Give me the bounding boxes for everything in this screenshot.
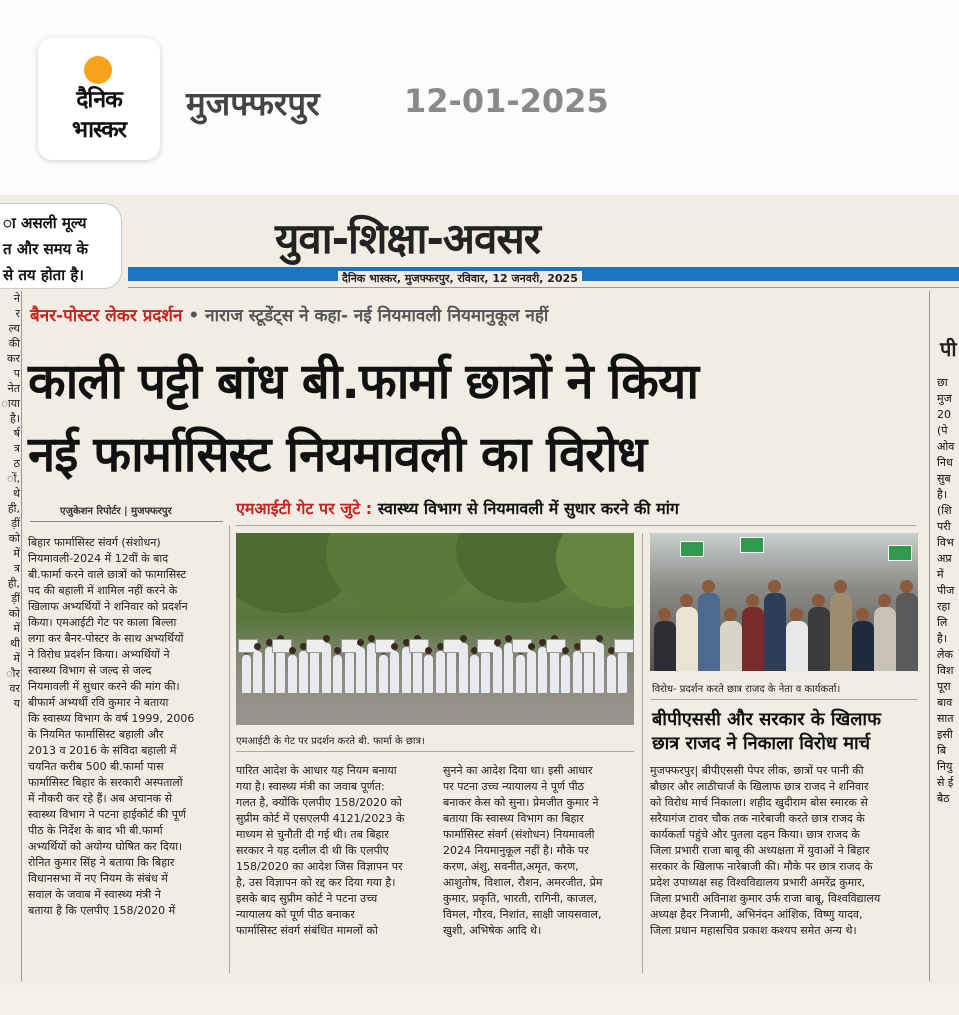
person-figure	[742, 607, 764, 671]
body-line: सरकार ने यह दलील दी थी कि एलपीए	[236, 844, 389, 857]
kicker-dot: •	[188, 306, 200, 326]
person-figure	[265, 647, 274, 693]
edge-text: थे	[12, 487, 20, 500]
edge-text: ठ	[13, 457, 20, 470]
edge-text: विश	[937, 664, 954, 677]
person-figure	[561, 655, 570, 693]
body-line: फार्मासिस्ट संवर्ग (संशोधन) नियमावली	[443, 828, 595, 841]
body-line: बीफार्म अभ्यर्थी रवि कुमार ने बताया	[28, 696, 169, 709]
divider	[30, 521, 223, 522]
quote-box	[0, 203, 122, 289]
body-line: पीठ के निर्देश के बाद भी बी.फार्मा	[28, 824, 163, 837]
edge-text: ड़ीं	[11, 592, 20, 605]
logo-text-line1: दैनिक	[76, 87, 122, 113]
person-figure	[299, 651, 308, 693]
edge-text: मुज	[937, 392, 952, 405]
edge-text: ौर	[6, 667, 20, 680]
app-header	[0, 0, 959, 195]
body-line: फार्मासिस्ट संवर्ग संबंधित मामलों को	[236, 924, 378, 937]
crowd	[236, 633, 634, 693]
newspaper-page	[0, 195, 959, 985]
person-figure	[390, 651, 399, 693]
page-dateline: दैनिक भास्कर, मुजफ्फरपुर, रविवार, 12 जनवरी, 2025	[338, 271, 582, 286]
person-figure	[808, 607, 830, 671]
person-figure	[253, 651, 262, 693]
quote-line: त और समय के	[3, 240, 89, 258]
person-figure	[786, 621, 808, 671]
body-line: सरकार के खिलाफ नारेबाजी की। मौके पर छात्र राजद के	[650, 860, 873, 873]
edge-text: लि	[937, 616, 948, 629]
person-figure	[288, 655, 297, 693]
body-line: ने विरोध प्रदर्शन किया। अभ्यर्थियों ने	[28, 648, 170, 661]
body-line: बताया है कि एलपीए 158/2020 में	[28, 904, 176, 917]
edge-text: बाव	[937, 696, 953, 709]
body-line: 2024 नियमानुकूल नहीं है। मौके पर	[443, 844, 589, 857]
kicker-red: बैनर-पोस्टर लेकर प्रदर्शन	[30, 306, 183, 326]
edge-text: अप्र	[937, 552, 952, 565]
body-line: में नौकरी कर रहे हैं। अब अचानक से	[28, 792, 173, 805]
photo-caption: विरोध- प्रदर्शन करते छात्र राजद के नेता व कार्यकर्ता।	[652, 684, 841, 695]
tree-shape	[556, 533, 634, 608]
logo-text-line2: भास्कर	[71, 117, 127, 143]
body-line: विधानसभा में नए नियम के संबंध में	[28, 872, 168, 885]
edition-date: 12-01-2025	[404, 82, 609, 120]
dainik-bhaskar-logo[interactable]	[38, 38, 160, 160]
body-line: अध्यक्ष हैदर निजामी, अभिनंदन आंशिक, विष्णु यादव,	[650, 908, 863, 921]
body-line: गया है। स्वास्थ्य मंत्री का जवाब पूर्णत:	[236, 780, 385, 793]
edge-text: नियु	[937, 760, 953, 773]
body-line: नियमावली में सुधार करने की मांग की।	[28, 680, 180, 693]
person-figure	[584, 647, 593, 693]
body-line: कार्यकर्ता पहुंचे और पुतला दहन किया। छात्र राजद के	[650, 828, 860, 841]
edge-text: है।	[937, 488, 948, 501]
story-byline: एजुकेशन रिपोर्टर | मुजफ्फरपुर	[60, 506, 172, 517]
edge-text: सात	[937, 712, 954, 725]
edge-text: वर	[9, 682, 20, 695]
body-line: जिला प्रभारी राजा बाबू की अध्यक्षता में युवाओं ने बिहार	[650, 844, 870, 857]
edge-text: में	[13, 622, 20, 635]
quote-line: ा असली मूल्य	[3, 214, 87, 232]
divider	[642, 533, 643, 973]
story-headline-line1[interactable]: काली पट्टी बांध बी.फार्मा छात्रों ने किया	[28, 353, 699, 410]
person-figure	[654, 621, 676, 671]
story-body-column-1	[28, 535, 226, 980]
body-line: जिला प्रभारी अविनाश कुमार उर्फ राजा बाबू, विश्वविद्यालय	[650, 892, 881, 905]
body-line: आशुतोष, विशाल, रौशन, अमरजीत, प्रेम	[443, 876, 603, 889]
body-line: प्रदेश उपाध्यक्ष सह विश्वविद्यालय प्रभारी अमरेंद्र कुमार,	[650, 876, 866, 889]
person-figure	[538, 647, 547, 693]
body-line: बिहार फार्मासिस्ट संवर्ग (संशोधन)	[28, 536, 161, 549]
edge-text: को	[8, 532, 20, 545]
edge-text: नेत	[7, 382, 20, 395]
subhead-black: स्वास्थ्य विभाग से नियमावली में सुधार करने की मांग	[377, 499, 679, 518]
body-line: सुप्रीम कोर्ट में एसएलपी 4121/2023 के	[236, 812, 405, 825]
edge-text: (पे	[937, 424, 948, 437]
edge-text: में	[13, 547, 20, 560]
body-line: अभ्यर्थियों को अयोग्य घोषित कर दिया।	[28, 840, 183, 853]
body-line: किया। एमआईटी गेट पर काला बिल्ला	[28, 616, 177, 629]
body-line: नियमावली-2024 में 12वीं के बाद	[28, 552, 169, 565]
body-line: को विरोध मार्च निकाला। शहीद खुदीराम बोस स्मारक से	[650, 796, 868, 809]
edge-text: पीज	[937, 584, 955, 597]
edition-city: मुजफ्फरपुर	[186, 84, 320, 123]
person-figure	[436, 651, 445, 693]
left-edge-column	[0, 291, 20, 981]
edge-text: 20	[937, 408, 951, 421]
person-figure	[573, 651, 582, 693]
placard	[614, 639, 634, 653]
story-body-column-2	[236, 763, 432, 975]
flag-shape	[680, 541, 704, 557]
body-line: इसके बाद सुप्रीम कोर्ट ने पटना उच्च	[236, 892, 378, 905]
edge-text: लेक	[937, 648, 953, 661]
section-title: युवा-शिक्षा-अवसर	[275, 214, 540, 263]
edge-text: थी	[10, 637, 20, 650]
edge-text: (शि	[937, 504, 952, 517]
side-headline-line2[interactable]: छात्र राजद ने निकाला विरोध मार्च	[652, 733, 871, 754]
side-story-body	[650, 763, 920, 975]
quote-line: से तय होता है।	[3, 266, 84, 284]
edge-text: र	[15, 307, 20, 320]
body-line: है, उस विज्ञापन को रद्द कर दिया गया है।	[236, 876, 396, 889]
body-line: गलत है, क्योंकि एलपीए 158/2020 को	[236, 796, 402, 809]
body-line: फार्मासिस्ट बिहार के सरकारी अस्पतालों	[28, 776, 183, 789]
body-line: विमल, गौरव, निशांत, साक्षी जायसवाल,	[443, 908, 602, 921]
person-figure	[527, 651, 536, 693]
person-figure	[447, 647, 456, 693]
edge-text: ओव	[937, 440, 955, 453]
body-line: बी.फार्मा करने वाले छात्रों को फामासिस्ट	[28, 568, 186, 581]
edge-text: निध	[937, 456, 953, 469]
edge-text: ाया	[1, 397, 20, 410]
divider	[236, 525, 916, 526]
edge-text: र्ष	[13, 427, 20, 440]
body-line: स्वास्थ्य विभाग से जल्द से जल्द	[28, 664, 152, 677]
person-figure	[516, 655, 525, 693]
edge-text: त्र	[13, 562, 20, 575]
person-figure	[379, 655, 388, 693]
edge-text: में	[13, 652, 20, 665]
edge-text: ड़ीं	[11, 517, 20, 530]
person-figure	[470, 655, 479, 693]
body-line: के नियमित फार्मासिस्ट बहाली और	[28, 728, 164, 741]
edge-text: ल्य	[8, 322, 20, 335]
edge-text: रहा	[937, 600, 951, 613]
person-figure	[720, 621, 742, 671]
body-line: सुनने का आदेश दिया था। इसी आधार	[443, 764, 593, 777]
person-figure	[852, 621, 874, 671]
person-figure	[333, 655, 342, 693]
person-figure	[896, 593, 918, 671]
body-line: चयनित करीब 500 बी.फार्मा पास	[28, 760, 164, 773]
edge-text: ही,	[7, 502, 20, 515]
crowd	[650, 571, 918, 671]
story-kicker	[30, 303, 548, 326]
kicker-grey: नाराज स्टूडेंट्स ने कहा- नई नियमावली नियमानुकूल नहीं	[205, 306, 549, 326]
body-line: 2013 व 2016 के संविदा बहाली में	[28, 744, 177, 757]
divider	[229, 525, 230, 973]
edge-text: बैठ	[937, 792, 950, 805]
person-figure	[595, 643, 604, 693]
story-headline-line2[interactable]: नई फार्मासिस्ट नियमावली का विरोध	[28, 426, 647, 483]
edge-text: य	[13, 697, 20, 710]
edge-text: ही,	[7, 577, 20, 590]
body-line: सवाल के जवाब में स्वास्थ्य मंत्री ने	[28, 888, 161, 901]
divider	[128, 287, 959, 288]
body-line: कि स्वास्थ्य विभाग के वर्ष 1999, 2006	[28, 712, 195, 725]
body-line: करण, अंशु, सवनीत,अमृत, करण,	[443, 860, 579, 873]
body-line: पारित आदेश के आधार यह नियम बनाया	[236, 764, 397, 777]
divider	[236, 751, 634, 752]
edge-text: की	[8, 337, 20, 350]
body-line: खिलाफ अभ्यर्थियों ने शनिवार को प्रदर्शन	[28, 600, 188, 613]
body-line: बताया कि स्वास्थ्य विभाग का बिहार	[443, 812, 584, 825]
edge-text: को	[8, 607, 20, 620]
edge-text: छा	[937, 376, 948, 389]
person-figure	[345, 651, 354, 693]
body-line: जिला प्रधान महासचिव प्रकाश कश्यप समेत अन्य थे।	[650, 924, 857, 937]
person-figure	[830, 593, 852, 671]
body-line: पद की बहाली में शामिल नहीं करने के	[28, 584, 178, 597]
person-figure	[402, 647, 411, 693]
edge-text: से ई	[937, 776, 954, 789]
body-line: सरैयागंज टावर चौक तक नारेबाजी करते छात्र राजद के	[650, 812, 865, 825]
person-figure	[242, 655, 251, 693]
edge-text: है।	[937, 632, 948, 645]
side-headline-line1[interactable]: बीपीएससी और सरकार के खिलाफ	[652, 709, 881, 730]
body-line: बौछार और लाठीचार्ज के खिलाफ छात्र राजद ने शनिवार	[650, 780, 869, 793]
edge-text: विभ	[937, 536, 954, 549]
edge-text: ने	[13, 292, 20, 305]
edge-text: में	[937, 568, 944, 581]
edge-text: त्र	[13, 442, 20, 455]
person-figure	[698, 593, 720, 671]
flag-shape	[888, 545, 912, 561]
body-line: स्वास्थ्य विभाग ने पटना हाईकोर्ट की पूर्ण	[28, 808, 186, 821]
body-line: मुजफ्फरपुर| बीपीएससी पेपर लीक, छात्रों पर पानी की	[650, 764, 864, 777]
story-subhead	[236, 497, 679, 519]
person-figure	[424, 655, 433, 693]
flag-shape	[740, 537, 764, 553]
person-figure	[310, 647, 319, 693]
protest-photo[interactable]	[236, 533, 634, 725]
body-line: कुमार, प्रकृति, भारती, रागिनी, काजल,	[443, 892, 598, 905]
edge-text: कर	[7, 352, 20, 365]
divider	[21, 291, 22, 981]
edge-text: है।	[9, 412, 20, 425]
body-line: माध्यम से चुनौती दी गई थी। तब बिहार	[236, 828, 389, 841]
rjd-protest-photo[interactable]	[650, 533, 918, 671]
edge-text: प	[13, 367, 20, 380]
edge-text: सुब	[937, 472, 951, 485]
right-edge-column	[937, 375, 959, 1015]
body-line: 158/2020 का आदेश जिस विज्ञापन पर	[236, 860, 403, 873]
person-figure	[764, 593, 786, 671]
edge-text: इसी	[937, 728, 953, 741]
person-figure	[874, 607, 896, 671]
person-figure	[676, 607, 698, 671]
right-edge-headline: पी	[940, 337, 957, 361]
body-line: बनाकर केस को सुना। प्रेमजीत कुमार ने	[443, 796, 599, 809]
story-body-column-3	[443, 763, 635, 975]
body-line: पर पटना उच्च न्यायालय ने पूर्ण पीठ	[443, 780, 584, 793]
person-figure	[493, 647, 502, 693]
edge-text: परी	[937, 520, 951, 533]
edge-text: बि	[937, 744, 947, 757]
subhead-red: एमआईटी गेट पर जुटे :	[236, 499, 373, 518]
body-line: खुशी, अभिषेक आदि थे।	[443, 924, 542, 937]
person-figure	[607, 655, 616, 693]
person-figure	[618, 651, 627, 693]
edge-text: ों,	[7, 472, 20, 485]
body-line: रोनित कुमार सिंह ने बताया कि बिहार	[28, 856, 175, 869]
person-figure	[356, 647, 365, 693]
edge-text: पूरा	[937, 680, 951, 693]
body-line: लगा कर बैनर-पोस्टर के साथ अभ्यर्थियों	[28, 632, 184, 645]
sun-icon	[84, 56, 112, 84]
photo-caption: एमआईटी के गेट पर प्रदर्शन करते बी. फार्मा के छात्र।	[236, 736, 425, 747]
person-figure	[322, 643, 331, 693]
tree-shape	[326, 533, 476, 613]
divider	[929, 291, 930, 981]
body-line: न्यायालय को पूर्ण पीठ बनाकर	[236, 908, 355, 921]
divider	[650, 699, 918, 700]
person-figure	[481, 651, 490, 693]
person-figure	[459, 643, 468, 693]
